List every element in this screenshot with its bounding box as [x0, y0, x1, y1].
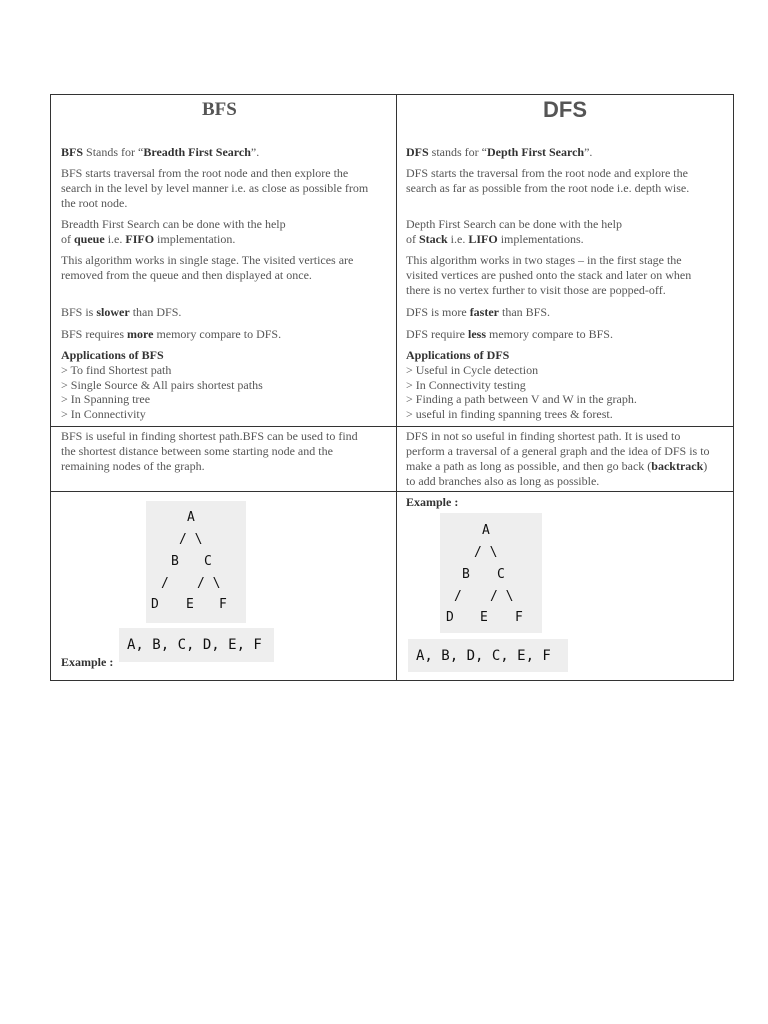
bfs-stage-line-2: removed from the queue and then displayed at once.: [61, 268, 312, 282]
dfs-help-line-2: of Stack i.e. LIFO implementations.: [406, 232, 584, 246]
tree-node-f: F: [515, 610, 523, 625]
tree-node-f: F: [219, 597, 227, 612]
bfs-shortest-line-2: the shortest distance between some starting node and the: [61, 444, 333, 458]
bfs-help-line-2: of queue i.e. FIFO implementation.: [61, 232, 236, 246]
tree-node-d: D: [151, 597, 159, 612]
tree-edge: /: [161, 576, 169, 591]
tree-node-c: C: [497, 567, 505, 582]
dfs-header: DFS: [543, 97, 587, 122]
row-divider: [51, 491, 733, 492]
dfs-traversal-line-1: DFS starts the traversal from the root node and explore the: [406, 166, 688, 180]
bfs-applications-title: Applications of BFS: [61, 348, 164, 362]
dfs-stage-line-3: there is no vertex further to visit those are popped-off.: [406, 283, 666, 297]
dfs-memory: DFS require less memory compare to BFS.: [406, 327, 613, 341]
dfs-shortest-line-2: perform a traversal of a general graph and the idea of DFS is to: [406, 444, 710, 458]
dfs-shortest-line-4: to add branches also as long as possible.: [406, 474, 600, 488]
dfs-traversal-line-2: search as far as possible from the root node i.e. depth wise.: [406, 181, 690, 195]
tree-node-d: D: [446, 610, 454, 625]
dfs-application-item: > Finding a path between V and W in the graph.: [406, 392, 637, 406]
bfs-traversal-order: A, B, C, D, E, F: [119, 628, 274, 662]
bfs-application-item: > Single Source & All pairs shortest paths: [61, 378, 263, 392]
dfs-speed: DFS is more faster than BFS.: [406, 305, 551, 319]
tree-node-e: E: [186, 597, 194, 612]
dfs-help-line-1: Depth First Search can be done with the help: [406, 217, 622, 231]
column-divider: [396, 95, 397, 680]
bfs-help-line-1: Breadth First Search can be done with the help: [61, 217, 286, 231]
dfs-shortest-line-1: DFS in not so useful in finding shortest path. It is used to: [406, 429, 681, 443]
bfs-traversal-line-1: BFS starts traversal from the root node and then explore the: [61, 166, 349, 180]
tree-node-a: A: [187, 510, 195, 525]
tree-edge: / \: [179, 532, 203, 547]
dfs-application-item: > useful in finding spanning trees & forest.: [406, 407, 613, 421]
dfs-traversal-order: A, B, D, C, E, F: [408, 639, 568, 672]
bfs-traversal-line-2: search in the level by level manner i.e. as close as possible from: [61, 181, 369, 195]
bfs-shortest-line-1: BFS is useful in finding shortest path.BFS can be used to find: [61, 429, 358, 443]
bfs-shortest-line-3: remaining nodes of the graph.: [61, 459, 205, 473]
bfs-application-item: > To find Shortest path: [61, 363, 172, 377]
bfs-application-item: > In Spanning tree: [61, 392, 151, 406]
bfs-memory: BFS requires more memory compare to DFS.: [61, 327, 282, 341]
dfs-application-item: > Useful in Cycle detection: [406, 363, 539, 377]
bfs-application-item: > In Connectivity: [61, 407, 146, 421]
dfs-definition: DFS stands for “Depth First Search”.: [406, 145, 593, 159]
tree-edge: / \: [197, 576, 221, 591]
dfs-application-item: > In Connectivity testing: [406, 378, 526, 392]
dfs-applications-title: Applications of DFS: [406, 348, 510, 362]
bfs-stage-line-1: This algorithm works in single stage. The visited vertices are: [61, 253, 354, 267]
tree-node-a: A: [482, 523, 490, 538]
dfs-stage-line-2: visited vertices are pushed onto the stack and later on when: [406, 268, 692, 282]
dfs-tree-diagram: [440, 513, 542, 633]
dfs-example-label: Example :: [406, 495, 459, 509]
row-divider: [51, 426, 733, 427]
bfs-tree-diagram: [146, 501, 246, 623]
tree-node-b: B: [462, 567, 470, 582]
dfs-stage-line-1: This algorithm works in two stages – in the first stage the: [406, 253, 682, 267]
bfs-speed: BFS is slower than DFS.: [61, 305, 182, 319]
comparison-table: [50, 94, 734, 681]
bfs-header: BFS: [202, 99, 237, 120]
bfs-traversal-line-3: the root node.: [61, 196, 128, 210]
tree-node-b: B: [171, 554, 179, 569]
tree-edge: / \: [490, 589, 514, 604]
tree-edge: / \: [474, 545, 498, 560]
tree-node-c: C: [204, 554, 212, 569]
tree-node-e: E: [480, 610, 488, 625]
bfs-example-label: Example :: [61, 655, 114, 669]
tree-edge: /: [454, 589, 462, 604]
dfs-shortest-line-3: make a path as long as possible, and then go back (backtrack): [406, 459, 708, 473]
bfs-definition: BFS Stands for “Breadth First Search”.: [61, 145, 260, 159]
